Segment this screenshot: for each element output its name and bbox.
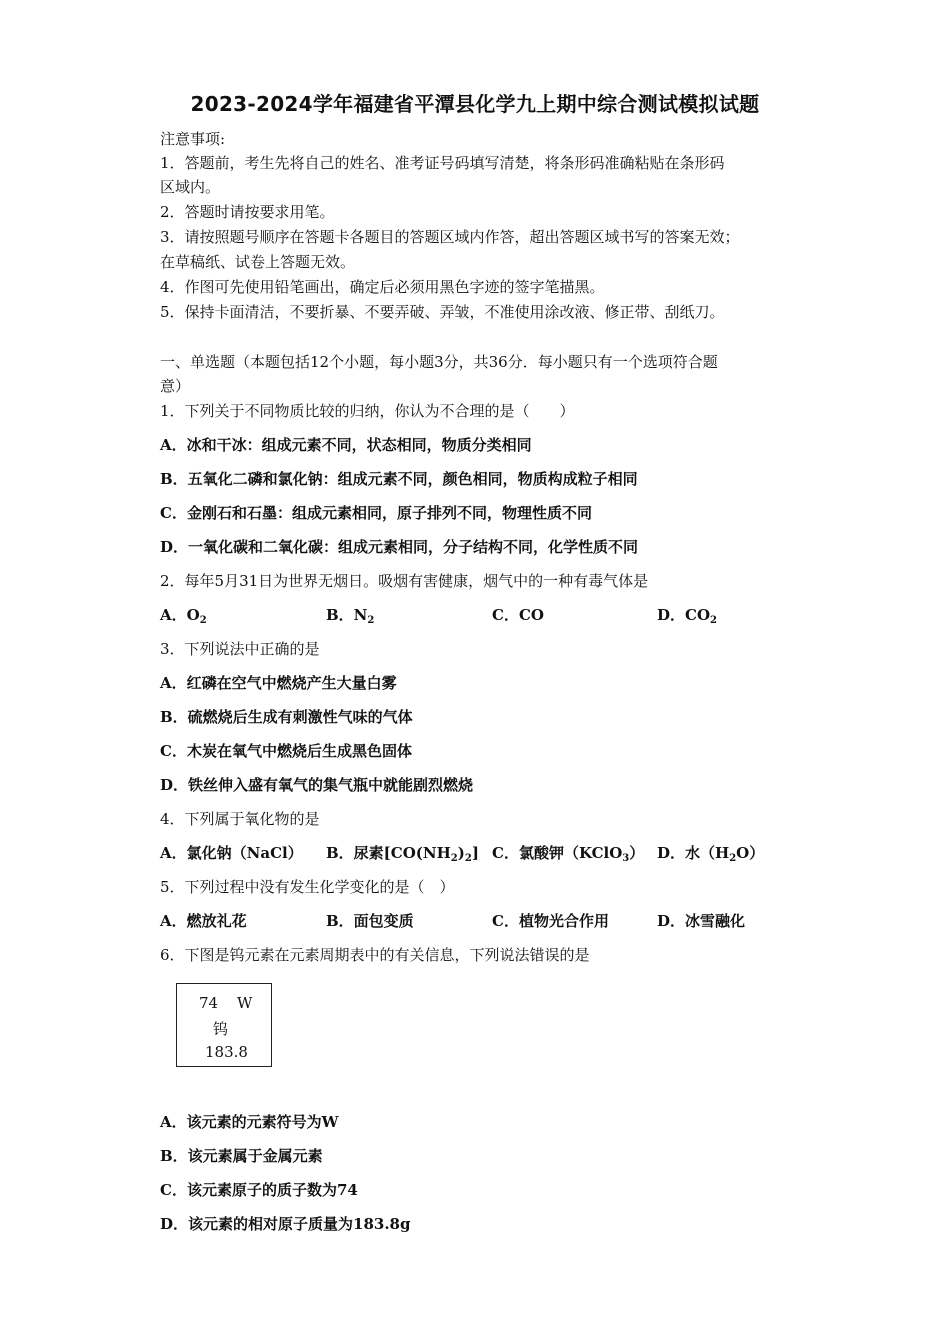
q3-stem: 3．下列说法中正确的是 xyxy=(160,640,320,658)
notice-line-2: 区域内。 xyxy=(160,178,221,196)
q6-option-a: A．该元素的元素符号为W xyxy=(160,1113,339,1131)
q3-option-c: C．木炭在氧气中燃烧后生成黑色固体 xyxy=(160,742,412,760)
periodic-table-cell xyxy=(176,983,272,1067)
notice-line-3: 2．答题时请按要求用笔。 xyxy=(160,203,335,221)
q5-option-d: D．冰雪融化 xyxy=(657,912,746,930)
notice-line-1: 1．答题前，考生先将自己的姓名、准考证号码填写清楚，将条形码准确粘贴在条形码 xyxy=(160,154,725,172)
q6-option-b: B．该元素属于金属元素 xyxy=(160,1147,323,1165)
section-heading-line-1: 一、单选题（本题包括12个小题，每小题3分，共36分．每小题只有一个选项符合题 xyxy=(160,353,718,371)
q5-option-a: A．燃放礼花 xyxy=(160,912,247,930)
q3-option-d: D．铁丝伸入盛有氧气的集气瓶中就能剧烈燃烧 xyxy=(160,776,474,794)
q1-option-d: D．一氧化碳和二氧化碳：组成元素相同，分子结构不同，化学性质不同 xyxy=(160,538,639,556)
q3-option-b: B．硫燃烧后生成有刺激性气味的气体 xyxy=(160,708,413,726)
atomic-mass: 183.8 xyxy=(205,1043,248,1061)
q2-option-c: C．CO xyxy=(492,606,544,624)
atomic-number: 74 xyxy=(199,994,219,1012)
q2-option-b: B．$N_2$ xyxy=(326,606,375,626)
q2-options xyxy=(160,604,800,626)
q5-option-c: C．植物光合作用 xyxy=(492,912,609,930)
q2-option-a: A．$O_2$ xyxy=(160,606,207,626)
q6-option-c: C．该元素原子的质子数为74 xyxy=(160,1181,358,1199)
q4-option-c: C．氯酸钾（KClO$_3$） xyxy=(492,844,645,864)
q2-stem: 2．每年5月31日为世界无烟日。吸烟有害健康，烟气中的一种有毒气体是 xyxy=(160,572,649,590)
q4-option-a: A．氯化钠（NaCl） xyxy=(160,844,303,862)
notice-line-7: 5．保持卡面清洁，不要折暴、不要弄破、弄皱，不准使用涂改液、修正带、刮纸刀。 xyxy=(160,303,725,321)
q4-options xyxy=(160,842,800,864)
notice-heading: 注意事项: xyxy=(160,130,226,148)
q3-option-a: A．红磷在空气中燃烧产生大量白雾 xyxy=(160,674,397,692)
q2-option-d: D．$CO_2$ xyxy=(657,606,717,626)
q1-option-c: C．金刚石和石墨：组成元素相同，原子排列不同，物理性质不同 xyxy=(160,504,592,522)
notice-line-5: 在草稿纸、试卷上答题无效。 xyxy=(160,253,356,271)
q6-option-d: D．该元素的相对原子质量为183.8g xyxy=(160,1215,411,1233)
q1-option-a: A．冰和干冰：组成元素不同，状态相同，物质分类相同 xyxy=(160,436,532,454)
q4-stem: 4．下列属于氧化物的是 xyxy=(160,810,320,828)
notice-line-4: 3．请按照题号顺序在答题卡各题目的答题区域内作答，超出答题区域书写的答案无效； xyxy=(160,228,740,246)
exam-title: 2023-2024学年福建省平潭县化学九上期中综合测试模拟试题 xyxy=(190,92,760,116)
q5-option-b: B．面包变质 xyxy=(326,912,414,930)
q4-option-d: D．水$(H_2O)$ xyxy=(657,844,765,864)
q4-option-b: B．尿素$[CO(NH_2)_2]$ xyxy=(326,844,479,864)
notice-line-6: 4．作图可先使用铅笔画出，确定后必须用黑色字迹的签字笔描黑。 xyxy=(160,278,605,296)
element-symbol: W xyxy=(237,994,253,1012)
section-heading-line-2: 意） xyxy=(160,377,191,395)
q5-options xyxy=(160,910,800,932)
q1-stem: 1．下列关于不同物质比较的归纳，你认为不合理的是（ ） xyxy=(160,402,575,420)
q6-stem: 6．下图是钨元素在元素周期表中的有关信息，下列说法错误的是 xyxy=(160,946,590,964)
q1-option-b: B．五氧化二磷和氯化钠：组成元素不同，颜色相同，物质构成粒子相同 xyxy=(160,470,638,488)
element-name: 钨 xyxy=(213,1020,229,1038)
q5-stem: 5．下列过程中没有发生化学变化的是（ ） xyxy=(160,878,455,896)
